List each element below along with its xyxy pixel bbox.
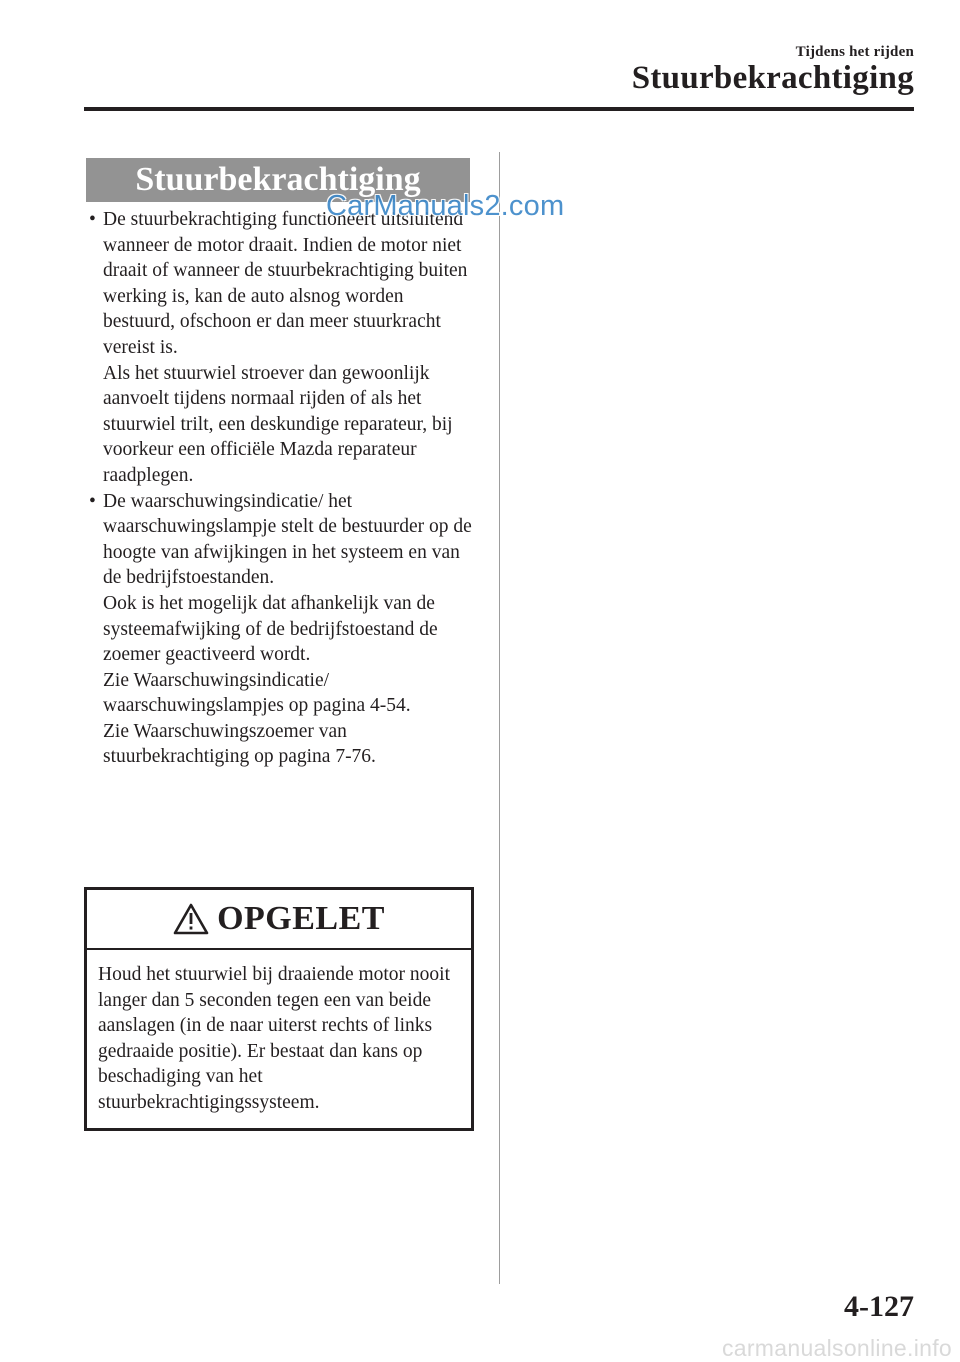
caution-box <box>84 887 474 1131</box>
watermark-logo: CarManuals2.com <box>326 190 565 222</box>
caution-label: OPGELET <box>217 900 385 937</box>
bullet-item <box>86 489 478 771</box>
bullet-paragraph: Als het stuurwiel stroever dan gewoonlijk aanvoelt tijdens normaal rijden of als het stuurwiel trilt, een deskundige reparateur, bij voorkeur een officiële Mazda reparateur raadplegen. <box>103 362 453 486</box>
section-heading-banner: Stuurbekrachtiging <box>86 158 470 202</box>
bullet-mark: • <box>89 209 96 230</box>
page-number: 4-127 <box>844 1290 914 1323</box>
bullet-paragraph: De waarschuwingsindicatie/ het waarschuwingslampje stelt de bestuurder op de hoogte van afwijkingen in het systeem en van de bedrijfstoestanden. <box>103 490 472 589</box>
caution-text: Houd het stuurwiel bij draaiende motor nooit langer dan 5 seconden tegen een van beide aanslagen (in de naar uiterst rechts of links gedraaide positie). Er bestaat dan kans op beschadiging van het stuurbekrachtigingssysteem. <box>98 964 451 1113</box>
bullet-paragraph: Zie Waarschuwingsindicatie/ waarschuwingslampjes op pagina 4-54. <box>103 669 411 717</box>
header-rule <box>84 107 914 111</box>
bullet-paragraph: Ook is het mogelijk dat afhankelijk van de systeemafwijking of de bedrijfstoestand de zoemer geactiveerd wordt. <box>103 592 438 666</box>
caution-header <box>87 890 471 950</box>
warning-triangle-icon <box>173 903 209 935</box>
column-divider <box>499 152 500 1284</box>
body-text <box>86 207 478 770</box>
bullet-mark: • <box>89 490 96 512</box>
footer-watermark: carmanualsonline.info <box>721 1335 952 1361</box>
bullet-item <box>86 207 478 489</box>
bullet-paragraph: Zie Waarschuwingszoemer van stuurbekrachtiging op pagina 7-76. <box>103 720 376 768</box>
bullet-paragraph: De stuurbekrachtiging functioneert uitsluitend wanneer de motor draait. Indien de motor niet draait of wanneer de stuurbekrachtiging buiten werking is, kan de auto alsnog worden bestuurd, ofschoon er dan meer stuurkracht vereist is. <box>103 209 468 358</box>
header-title: Stuurbekrachtiging <box>631 60 914 96</box>
header-subtitle: Tijdens het rijden <box>795 44 914 60</box>
